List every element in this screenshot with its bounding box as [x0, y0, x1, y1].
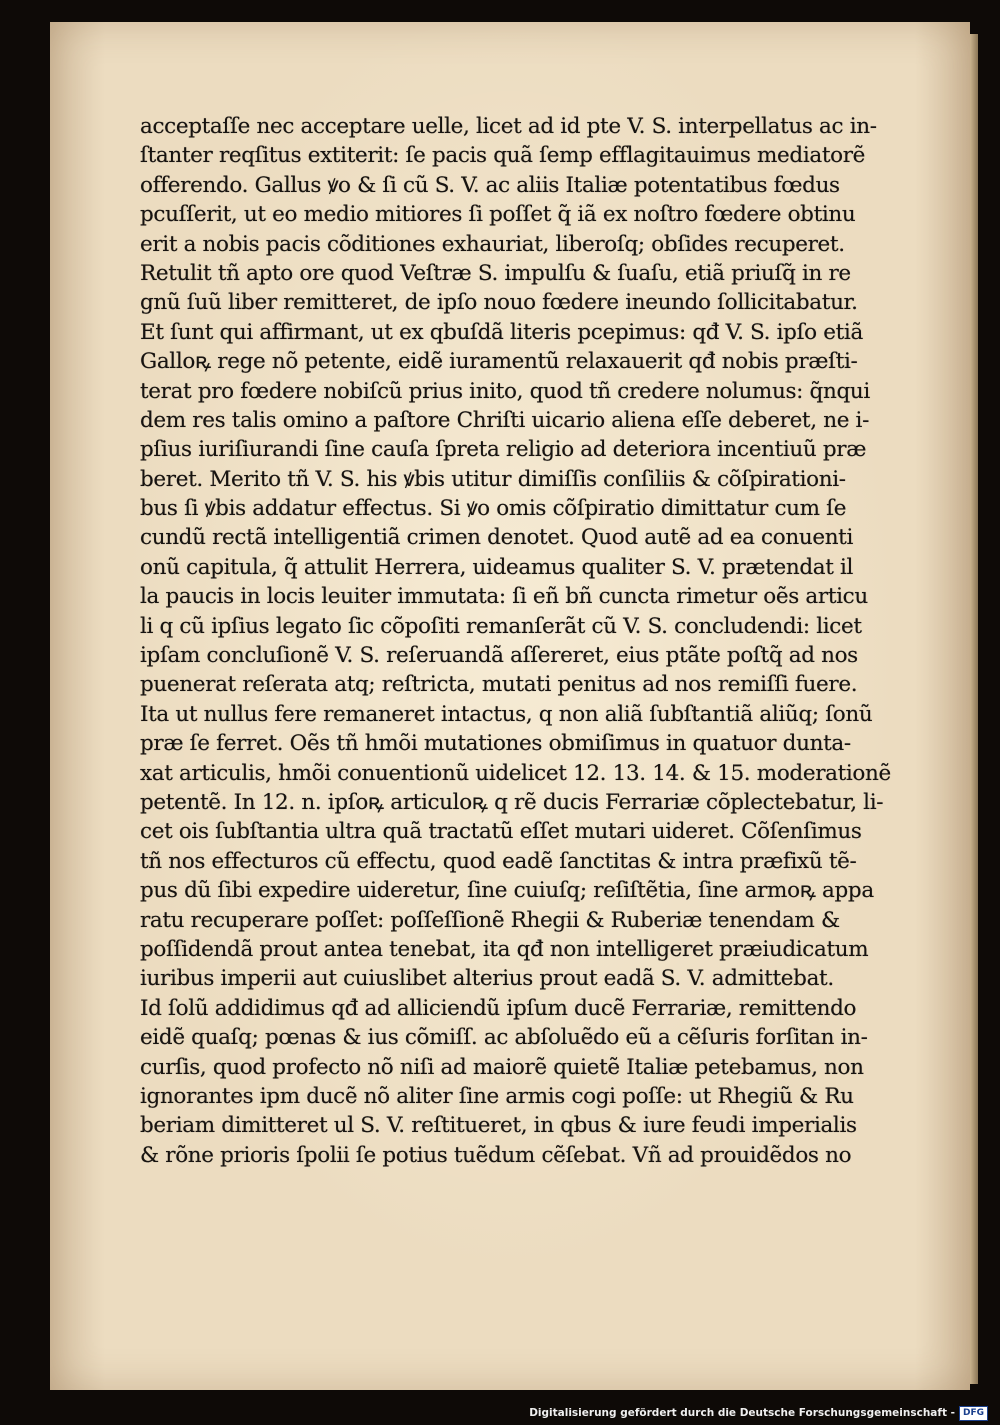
text-line-7: gnũ ſuũ liber remitteret, de ipſo nouo fœdere ineundo ſollicitabatur.	[140, 290, 858, 316]
text-line-23: xat articulis, hmõi conuentionũ uidelicet 12. 13. 14. & 15. moderationẽ	[140, 760, 891, 786]
text-line-1: acceptaſſe nec acceptare uelle, licet ad id pte V. S. interpellatus ac in-	[140, 114, 877, 139]
text-line-12: pſius iuriſiurandi ſine cauſa ſpreta religio ad deteriora incentiuũ præ	[140, 437, 867, 463]
digitization-footer	[529, 1404, 988, 1422]
text-line-20: puenerat reſerata atq; reſtricta, mutati penitus ad nos remiſſi fuere.	[140, 672, 858, 698]
text-line-18: li q cũ ipſius legato ſic cõpoſiti remanſerãt cũ V. S. concludendi: licet	[140, 613, 862, 639]
text-line-9: Galloꝶ rege nõ petente, eidẽ iuramentũ relaxauerit qđ nobis præſti-	[140, 349, 858, 375]
text-line-16: onũ capitula, q̃ attulit Herrera, uideamus qualiter S. V. prætendat il	[140, 554, 854, 580]
text-line-25: cet ois ſubſtantia ultra quã tractatũ eſſet mutari uideret. Cõſenſimus	[140, 819, 862, 845]
text-line-34: ignorantes ipm ducẽ nõ aliter ſine armis cogi poſſe: ut Rhegiũ & Ru	[140, 1083, 854, 1109]
text-line-22: præ ſe ferret. Oẽs tñ hmõi mutationes obmiſimus in quatuor dunta-	[140, 731, 851, 757]
text-line-27: pus dũ ſibi expedire uideretur, ſine cuiuſq; reſiſtẽtia, ſine armoꝶ appa	[140, 878, 874, 904]
text-line-32: eidẽ quaſq; pœnas & ius cõmiſſ. ac abſoluẽdo eũ a cẽſuris forſitan in-	[140, 1025, 868, 1051]
text-line-36: & rõne prioris ſpolii ſe potius tuẽdum cẽſebat. Vñ ad prouidẽdos no	[140, 1142, 852, 1168]
text-line-21: Ita ut nullus fere remaneret intactus, q non aliã ſubſtantiã aliũq; ſonũ	[140, 701, 873, 727]
text-line-15: cundũ rectã intelligentiã crimen denotet. Quod autẽ ad ea conuenti	[140, 525, 854, 551]
text-line-33: curſis, quod profecto nõ niſi ad maiorẽ quietẽ Italiæ petebamus, non	[140, 1054, 864, 1080]
text-line-14: bus ſi ꝟbis addatur effectus. Si ꝟo omis cõſpiratio dimittatur cum ſe	[140, 496, 847, 522]
page-edge	[970, 34, 978, 1384]
text-line-28: ratu recuperare poſſet: poſſeſſionẽ Rhegii & Ruberiæ tenendam &	[140, 907, 840, 933]
text-line-11: dem res talis omino a paſtore Chriſti uicario aliena eſſe deberet, ne i-	[140, 407, 869, 433]
footer-credit: Digitalisierung gefördert durch die Deutsche Forschungsgemeinschaft -	[529, 1407, 955, 1419]
text-line-2: ſtanter reqſitus extiterit: ſe pacis quã ſemp efflagitauimus mediatorẽ	[140, 143, 866, 169]
text-line-8: Et ſunt qui affirmant, ut ex qbuſdã literis pcepimus: qđ V. S. ipſo etiã	[140, 319, 863, 345]
text-line-24: petentẽ. In 12. n. ipſoꝶ articuloꝶ q rẽ ducis Ferrariæ cõplectebatur, li-	[140, 789, 884, 815]
text-line-30: iuribus imperii aut cuiuslibet alterius prout eadã S. V. admittebat.	[140, 966, 834, 992]
text-line-29: poſſidendã prout antea tenebat, ita qđ non intelligeret præiudicatum	[140, 936, 869, 962]
text-line-19: ipſam concluſionẽ V. S. reſeruandã aſſereret, eius ptãte poſtq̃ ad nos	[140, 643, 858, 669]
text-line-6: Retulit tñ apto ore quod Veſtræ S. impulſu & ſuaſu, etiã priuſq̃ in re	[140, 260, 851, 286]
text-line-26: tñ nos effecturos cũ effectu, quod eadẽ ſanctitas & intra præfixũ tẽ-	[140, 848, 857, 874]
body-text	[140, 112, 940, 1170]
text-line-13: beret. Merito tñ V. S. his ꝟbis utitur dimiſſis conſiliis & cõſpirationi-	[140, 466, 846, 492]
text-line-4: pcuſſerit, ut eo medio mitiores ſi poſſet q̃ iã ex noſtro fœdere obtinu	[140, 202, 856, 228]
text-line-5: erit a nobis pacis cõditiones exhauriat, liberoſq; obſides recuperet.	[140, 231, 845, 257]
text-line-3: offerendo. Gallus ꝟo & ſi cũ S. V. ac aliis Italiæ potentatibus fœdus	[140, 172, 840, 198]
text-line-31: Id ſolũ addidimus qđ ad alliciendũ ipſum ducẽ Ferrariæ, remittendo	[140, 995, 857, 1021]
text-line-10: terat pro fœdere nobiſcũ prius inito, quod tñ credere nolumus: q̃nqui	[140, 378, 870, 404]
text-line-35: beriam dimitteret ul S. V. reſtitueret, in qbus & iure feudi imperialis	[140, 1113, 857, 1139]
dfg-logo: DFG	[959, 1406, 988, 1421]
text-line-17: la paucis in locis leuiter immutata: ſi eñ bñ cuncta rimetur oẽs articu	[140, 584, 868, 610]
